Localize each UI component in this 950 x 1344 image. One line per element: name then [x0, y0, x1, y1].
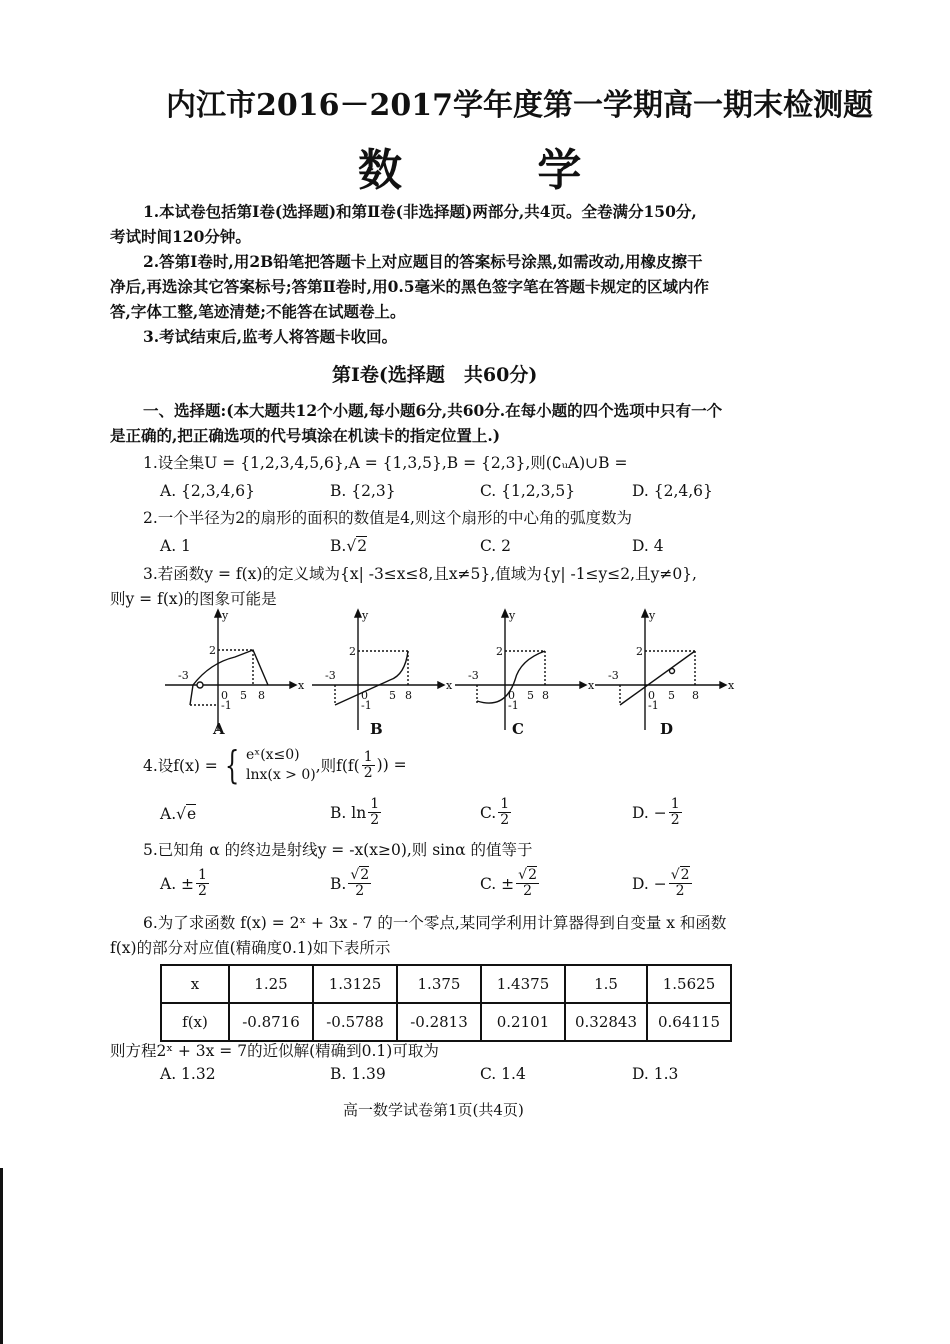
q6-option-b: B. 1.39	[330, 1065, 386, 1083]
q4-brace: {	[224, 743, 240, 787]
q6-after: 则方程2ˣ + 3x = 7的近似解(精确到0.1)可取为	[110, 1042, 439, 1060]
q4-option-b	[330, 797, 383, 828]
table-row	[161, 965, 731, 1003]
q5-option-b-frac	[348, 868, 371, 899]
table-cell: 1.25	[229, 965, 313, 1003]
q1-option-c: C. {1,2,3,5}	[480, 482, 576, 500]
q4-case2: lnx(x > 0)	[245, 767, 316, 783]
q5-option-b	[330, 868, 373, 899]
q4-option-d	[632, 797, 684, 828]
table-row	[161, 1003, 731, 1041]
q5-option-b-n: 2	[360, 867, 370, 883]
table-cell: -0.5788	[313, 1003, 397, 1041]
table-cell: 0.2101	[481, 1003, 565, 1041]
q4-option-d-n: 1	[670, 796, 680, 812]
graph-a-tick-8: 8	[258, 689, 265, 702]
graph-d-tick-8: 8	[692, 689, 699, 702]
graph-a-tick-2: 2	[209, 644, 216, 657]
q6-option-d: D. 1.3	[632, 1065, 679, 1083]
table-cell: 1.5625	[647, 965, 731, 1003]
q2-option-a: A. 1	[160, 537, 191, 555]
graph-d-y-label: y	[649, 609, 656, 622]
graph-b-tick-n3: -3	[325, 669, 336, 682]
q4-option-b-prefix: B. ln	[330, 803, 367, 822]
table-cell: 0.64115	[647, 1003, 731, 1041]
instruction-1a: 1.本试卷包括第Ⅰ卷(选择题)和第Ⅱ卷(非选择题)两部分,共4页。全卷满分150分,	[143, 202, 697, 221]
page-footer: 高一数学试卷第1页(共4页)	[343, 1101, 524, 1119]
graph-b-tick-5: 5	[389, 689, 396, 702]
instruction-2a: 2.答第Ⅰ卷时,用2B铅笔把答题卡上对应题目的答案标号涂黑,如需改动,用橡皮擦干	[143, 252, 703, 271]
instruction-3: 3.考试结束后,监考人将答题卡收回。	[143, 327, 398, 346]
q4-stem	[143, 745, 407, 785]
graph-d-x-label: x	[728, 679, 735, 692]
q4-option-d-d: 2	[670, 812, 680, 828]
q5-option-d-frac	[669, 868, 692, 899]
q2-option-d: D. 4	[632, 537, 664, 555]
q5-option-d-num: √2	[670, 867, 690, 883]
q5-option-a-frac	[196, 868, 209, 899]
graph-c-tick-8: 8	[542, 689, 549, 702]
graph-a-label: A	[213, 720, 225, 738]
graph-b-tick-8: 8	[405, 689, 412, 702]
q4-option-c-d: 2	[500, 812, 510, 828]
q3-stem-a: 3.若函数y = f(x)的定义域为{x| -3≤x≤8,且x≠5},值域为{y| -1≤y≤2,且y≠0},	[143, 565, 697, 583]
q5-option-a-n: 1	[198, 867, 207, 883]
q4-half-n: 1	[363, 748, 373, 765]
q5-option-b-prefix: B.	[330, 874, 347, 893]
q1-stem: 1.设全集U = {1,2,3,4,5,6},A = {1,3,5},B = {2,3},则(∁ᵤA)∪B =	[143, 454, 628, 472]
q4-option-d-prefix: D. −	[632, 803, 667, 822]
q5-option-c-d: 2	[523, 883, 533, 899]
instruction-1b: 考试时间120分钟。	[110, 227, 251, 246]
q5-option-d-n: 2	[680, 867, 690, 883]
q6-option-a: A. 1.32	[160, 1065, 216, 1083]
q4-option-a-radicand: e	[187, 805, 197, 823]
q5-option-d-prefix: D. −	[632, 874, 667, 893]
graph-a-tick-0: 0	[221, 689, 228, 702]
q5-option-d	[632, 868, 694, 899]
q5-option-c-frac	[516, 868, 539, 899]
graph-b-y-label: y	[362, 609, 369, 622]
graph-c-tick-2: 2	[496, 645, 503, 658]
q4-option-c-n: 1	[500, 796, 510, 812]
section-intro-b: 是正确的,把正确选项的代号填涂在机读卡的指定位置上.)	[110, 426, 501, 445]
q4-half	[362, 750, 375, 781]
section-intro-a: 一、选择题:(本大题共12个小题,每小题6分,共60分.在每小题的四个选项中只有一个	[143, 401, 723, 420]
table-cell: 1.3125	[313, 965, 397, 1003]
q5-option-c-num: √2	[518, 867, 537, 883]
q2-option-b-radicand: 2	[357, 537, 368, 555]
graph-b-tick-2: 2	[349, 645, 356, 658]
graph-d-tick-2: 2	[636, 645, 643, 658]
graph-a-y-label: y	[222, 609, 229, 622]
q4-option-b-n: 1	[370, 796, 380, 812]
q5-option-a-d: 2	[198, 883, 207, 899]
q4-prefix: 4.设f(x) =	[143, 757, 218, 775]
q5-stem: 5.已知角 α 的终边是射线y = -x(x≥0),则 sinα 的值等于	[143, 841, 533, 859]
q4-case1: eˣ(x≤0)	[245, 747, 300, 763]
q1-option-d: D. {2,4,6}	[632, 482, 713, 500]
table-cell: -0.2813	[397, 1003, 481, 1041]
table-cell: f(x)	[161, 1003, 229, 1041]
q5-option-d-d: 2	[675, 883, 685, 899]
graph-c-tick-n1: -1	[508, 699, 519, 712]
subject-title: 数 学	[358, 145, 642, 196]
q4-option-c-frac	[498, 797, 511, 828]
q5-option-a-prefix: A. ±	[160, 874, 195, 893]
table-cell: 0.32843	[565, 1003, 647, 1041]
q4-option-c-prefix: C.	[480, 803, 497, 822]
graph-c-label: C	[512, 720, 524, 738]
graph-d-tick-n3: -3	[608, 669, 619, 682]
q4-option-c	[480, 797, 513, 828]
table-cell: x	[161, 965, 229, 1003]
q4-option-d-frac	[669, 797, 682, 828]
q2-option-c: C. 2	[480, 537, 512, 555]
graph-d-tick-5: 5	[668, 689, 675, 702]
q2-option-b: B.√2	[330, 537, 368, 555]
graph-b-tick-0: 0	[361, 689, 368, 702]
graph-c-tick-0: 0	[508, 689, 515, 702]
q5-option-b-d: 2	[355, 883, 365, 899]
graph-b-x-label: x	[446, 679, 453, 692]
q4-half-d: 2	[363, 764, 373, 781]
graph-d-label: D	[660, 720, 674, 738]
graph-a-tick-n3: -3	[178, 669, 189, 682]
q4-mid: ,则f(f(	[315, 757, 360, 775]
q5-option-c-n: 2	[528, 867, 537, 883]
q6-option-c: C. 1.4	[480, 1065, 526, 1083]
q6-stem-a: 6.为了求函数 f(x) = 2ˣ + 3x - 7 的一个零点,某同学利用计算器得到自变量 x 和函数	[143, 914, 727, 932]
section-title: 第Ⅰ卷(选择题 共60分)	[332, 364, 538, 386]
q5-option-c	[480, 868, 541, 899]
graph-c-x-label: x	[588, 679, 595, 692]
table-cell: 1.375	[397, 965, 481, 1003]
graph-c-y-label: y	[509, 609, 516, 622]
table-cell: -0.8716	[229, 1003, 313, 1041]
graph-d-tick-0: 0	[648, 689, 655, 702]
q5-option-a	[160, 868, 211, 899]
graph-a-tick-5: 5	[240, 689, 247, 702]
q5-option-b-num: √2	[350, 867, 370, 883]
table-cell: 1.4375	[481, 965, 565, 1003]
q5-option-c-prefix: C. ±	[480, 874, 515, 893]
q4-option-b-d: 2	[370, 812, 380, 828]
graph-b-label: B	[370, 720, 383, 738]
q6-stem-b: f(x)的部分对应值(精确度0.1)如下表所示	[110, 939, 391, 957]
exam-title: 内江市2016－2017学年度第一学期高一期末检测题	[166, 88, 873, 123]
graph-a-tick-n1: -1	[221, 699, 232, 712]
instruction-2b: 净后,再选涂其它答案标号;答第Ⅱ卷时,用0.5毫米的黑色签字笔在答题卡规定的区域内作	[110, 277, 710, 296]
graph-c-tick-5: 5	[527, 689, 534, 702]
q2-stem: 2.一个半径为2的扇形的面积的数值是4,则这个扇形的中心角的弧度数为	[143, 509, 632, 527]
q2-option-b-prefix: B.	[330, 537, 347, 555]
q3-stem-b: 则y = f(x)的图象可能是	[110, 590, 277, 608]
graph-d-tick-n1: -1	[648, 699, 659, 712]
q4-option-a-prefix: A.	[160, 805, 177, 823]
table-cell: 1.5	[565, 965, 647, 1003]
q4-cases	[246, 745, 316, 785]
q4-option-b-frac	[368, 797, 381, 828]
graph-a-x-label: x	[298, 679, 305, 692]
q4-suffix: )) =	[376, 756, 407, 774]
q6-value-table	[160, 964, 732, 1042]
instruction-2c: 答,字体工整,笔迹清楚;不能答在试题卷上。	[110, 302, 406, 321]
q1-option-a: A. {2,3,4,6}	[160, 482, 255, 500]
q1-option-b: B. {2,3}	[330, 482, 396, 500]
scan-edge-bar	[0, 1168, 3, 1344]
graph-b-tick-n1: -1	[361, 699, 372, 712]
q4-option-a: A.√e	[160, 805, 197, 823]
graph-c-tick-n3: -3	[468, 669, 479, 682]
